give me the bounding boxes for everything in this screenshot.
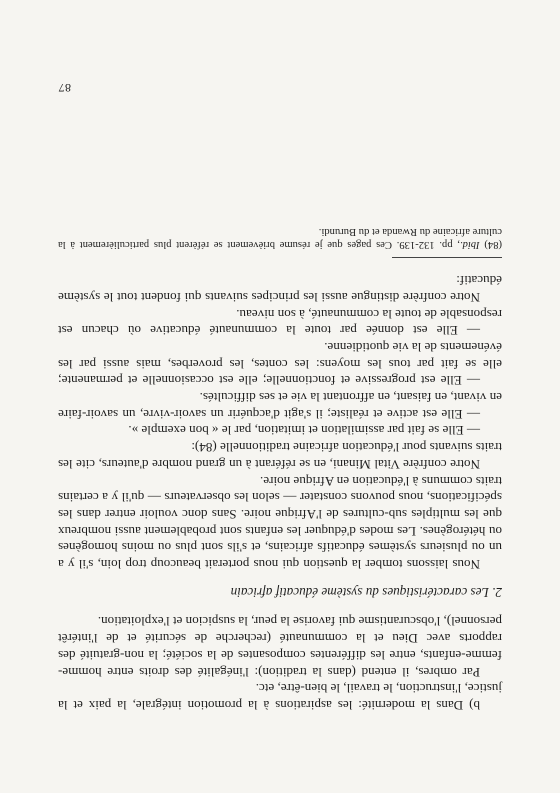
trait-imitation: — Elle se fait par assimilation et imitation, par le « bon exemple ». [128,423,480,439]
footnote-divider [392,257,502,258]
footnote [58,225,502,251]
page-number: 87 [58,81,71,95]
section-heading: 2. Les caractéristiques du système éducatif africain [230,584,502,600]
paragraph-modernity: b) Dans la modernité: les aspirations à la promotion intégrale, la paix et la justice, l'instruction, le travail, le bien-être, etc. [58,681,502,713]
paragraph-shadows: Par ombres, il entend (dans la tradition): l'inégalité des droits entre homme-femme-enfants, entre les différentes composantes de la société; la non-gratuité des rapports avec Dieu et la communauté (recherche de sécurité et de l'intérêt personnel), l'obscurantisme qui favorise la peur, la suspicion et l'exploitation. [58,614,502,680]
paragraph-minani: Notre confrère Vital Minani, en se référant à un grand nombre d'auteurs, cite les traits suivants pour l'éducation africaine traditionnelle (84): [58,440,502,472]
page-body [58,225,502,713]
trait-community: — Elle est donnée par toute la communauté éducative où chacun est responsable de toute la communauté, à son niveau. [58,306,502,339]
trait-active: — Elle est active et réaliste; il s'agit d'acquérir un savoir-vivre, un savoir-faire en vivant, en faisant, en affrontant la vie et ses difficultés. [58,390,502,422]
footnote-ibid: Ibid. [459,239,480,251]
footnote-text: , pp. 132-139. Ces pages que je résume brièvement se réfèrent plus particulièrement à la culture africaine du Rwanda et du Burundi. [57,226,502,251]
paragraph-principles: Notre confrère distingue aussi les principes suivants qui fondent tout le système éducatif: [58,273,502,305]
paragraph-intro: Nous laissons tomber la question qui nous porterait beaucoup trop loin, s'il y a un ou plusieurs systèmes éducatifs africains, et s'ils sont plus ou moins homogènes ou hétérogènes. Les modes d'éduquer les enfants sont probablement aussi nombreux que les multiples sub-cultures de l'Afrique noire. Sans donc vouloir entrer dans les spécifications, nous pouvons constater — selon les observateurs — qu'il y a certains traits communs à l'éducation en Afrique noire. [58,473,502,573]
footnote-marker: (84) [484,239,502,251]
trait-progressive: — Elle est progressive et fonctionnelle; elle est occasionnelle et permanente; elle se fait par tous les moyens: les contes, les proverbes, mais aussi par les événements de la vie quotidienne. [58,339,502,389]
